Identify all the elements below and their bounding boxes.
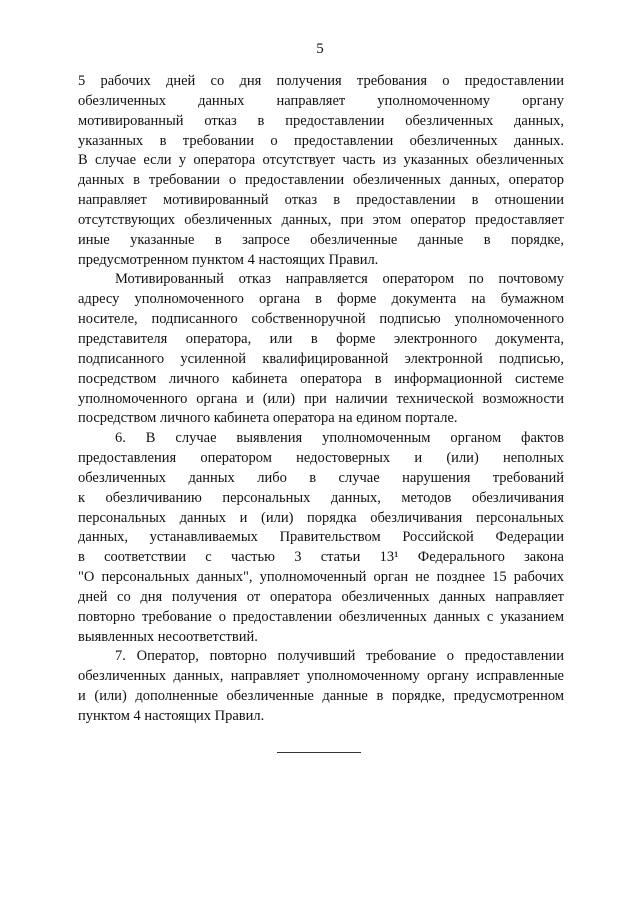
text-line: мотивированный отказ в предоставлении обезличенных данных,	[78, 112, 564, 129]
text-line: Мотивированный отказ направляется оператором по почтовому	[115, 271, 564, 288]
text-line: представителя оператора, или в форме электронного документа,	[78, 330, 564, 347]
text-line: указанных в требовании о предоставлении обезличенных данных.	[78, 132, 564, 149]
page-number: 5	[316, 41, 324, 57]
text-line: обезличенных данных направляет уполномоченному органу	[78, 92, 564, 109]
text-line: к обезличиванию персональных данных, методов обезличивания	[78, 489, 564, 506]
text-line: в соответствии с частью 3 статьи 13¹ Федерального закона	[78, 549, 564, 566]
text-line: и (или) дополненные обезличенные данные в порядке, предусмотренном	[78, 688, 564, 705]
end-of-text-divider	[277, 752, 361, 753]
text-line: 5 рабочих дней со дня получения требования о предоставлении	[78, 73, 564, 89]
text-line: повторно требование о предоставлении обезличенных данных с указанием	[78, 608, 564, 625]
paragraph-item-6	[78, 429, 564, 647]
text-line: 7. Оператор, повторно получивший требование о предоставлении	[115, 648, 564, 665]
text-line: персональных данных и (или) порядка обезличивания персональных	[78, 509, 564, 526]
paragraph-refusal-continuation	[78, 72, 564, 270]
document-body	[78, 72, 564, 727]
text-line: иные указанные в запросе обезличенные данные в порядке,	[78, 231, 564, 248]
text-line: отсутствующих обезличенных данных, при этом оператор предоставляет	[78, 211, 564, 228]
text-line: подписанного усиленной квалифицированной электронной подписью,	[78, 350, 564, 367]
text-line: уполномоченного органа и (или) при наличии технической возможности	[78, 390, 564, 407]
text-line: обезличенных данных либо в случае нарушения требований	[78, 469, 564, 486]
text-line: выявленных несоответствий.	[78, 628, 258, 645]
text-line: "О персональных данных", уполномоченный орган не позднее 15 рабочих	[78, 569, 564, 586]
text-line: обезличенных данных, направляет уполномоченному органу исправленные	[78, 668, 564, 685]
text-line: посредством личного кабинета оператора на едином портале.	[78, 410, 458, 427]
text-line: посредством личного кабинета оператора в информационной системе	[78, 370, 564, 387]
text-line: дней со дня получения от оператора обезличенных данных направляет	[78, 588, 564, 605]
paragraph-refusal-delivery	[78, 270, 564, 429]
text-line: данных, устанавливаемых Правительством Российской Федерации	[78, 529, 564, 546]
text-line: адресу уполномоченного органа в форме документа на бумажном	[78, 291, 564, 308]
text-line: предусмотренном пунктом 4 настоящих Правил.	[78, 251, 379, 268]
text-line: данных в требовании о предоставлении обезличенных данных, оператор	[78, 172, 564, 189]
paragraph-item-7	[78, 647, 564, 726]
text-line: пунктом 4 настоящих Правил.	[78, 708, 265, 724]
text-line: 6. В случае выявления уполномоченным органом фактов	[115, 430, 564, 447]
text-line: направляет мотивированный отказ в предоставлении в отношении	[78, 192, 564, 209]
text-line: В случае если у оператора отсутствует часть из указанных обезличенных	[78, 152, 564, 169]
text-line: предоставления оператором недостоверных и (или) неполных	[78, 450, 564, 467]
text-line: носителе, подписанного собственноручной подписью уполномоченного	[78, 311, 564, 328]
